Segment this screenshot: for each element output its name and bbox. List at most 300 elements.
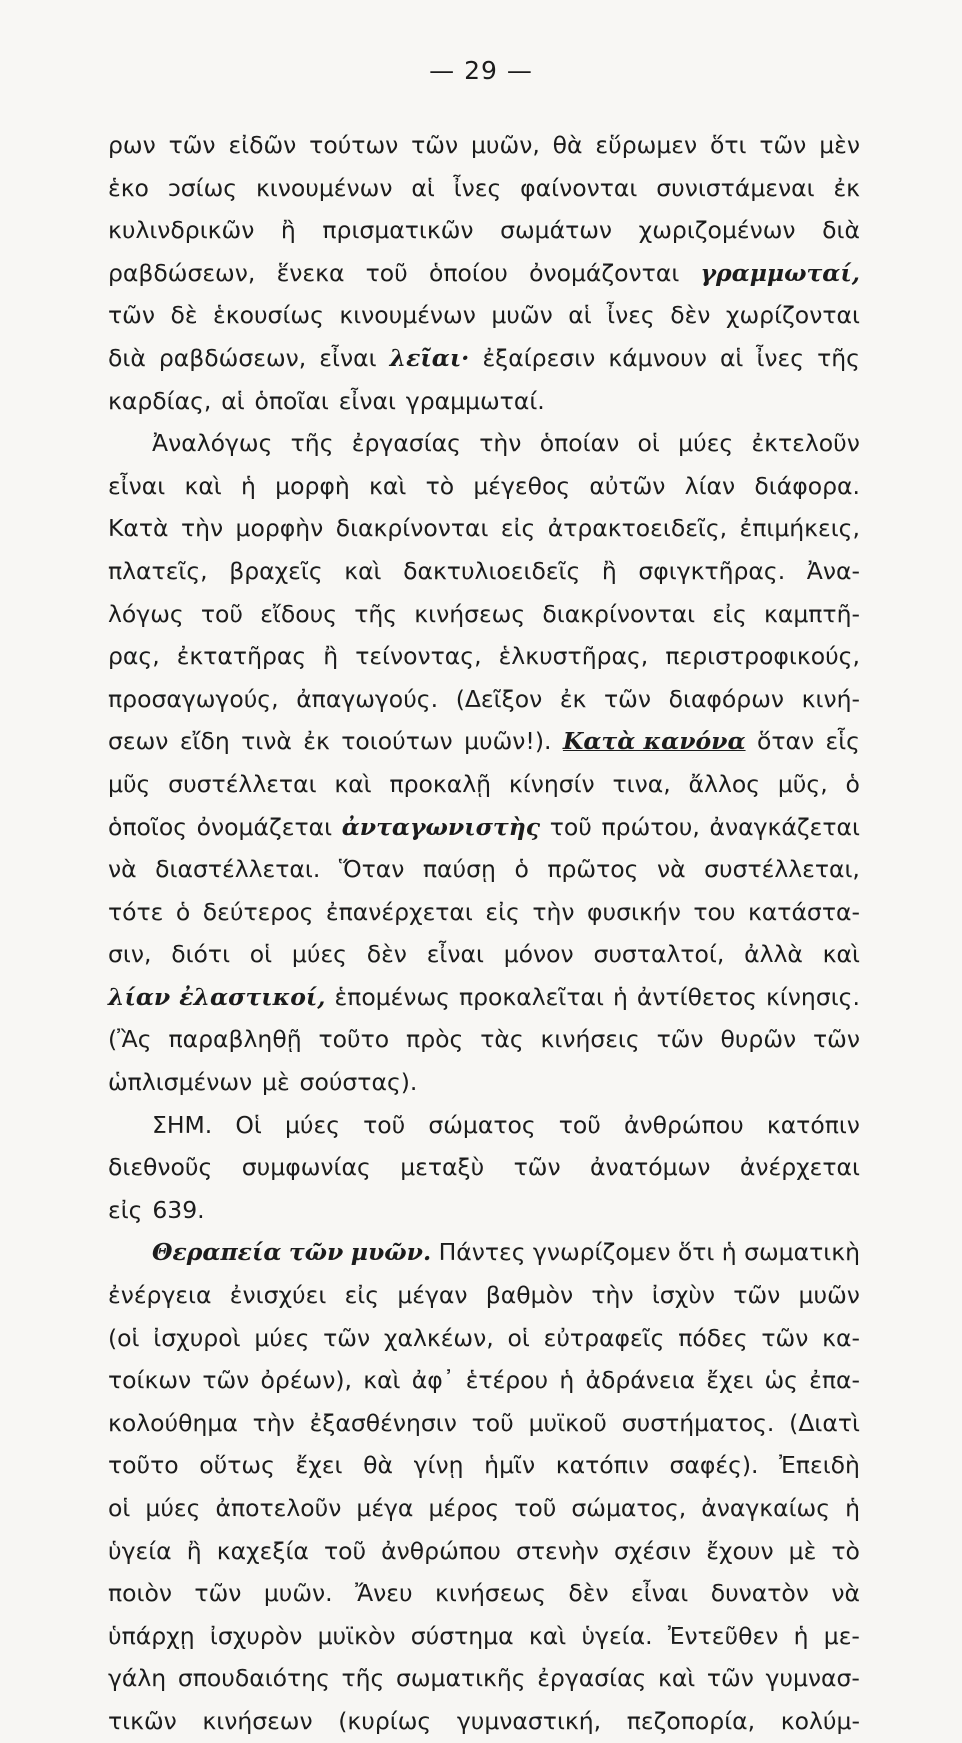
word: σαφές). <box>669 1451 759 1480</box>
word: χωρίζονται <box>725 301 860 330</box>
word: προκαλεῖται <box>458 982 604 1011</box>
word: περιστροφικούς, <box>665 642 860 671</box>
word: ἀνθρώπου <box>381 1536 501 1565</box>
word: ἀναγκαίως <box>701 1494 831 1522</box>
word: συστήματος. <box>621 1408 775 1437</box>
word: κολούθημα <box>108 1408 238 1437</box>
text-line <box>108 891 860 934</box>
word: μὲ <box>788 1536 817 1565</box>
word: δεύτερος <box>202 897 314 926</box>
word: μυῶν <box>491 301 553 330</box>
text-line <box>108 1231 860 1274</box>
word: δὲν <box>568 1579 609 1608</box>
word: κινήσεις <box>540 1025 640 1054</box>
word: τὴν <box>591 1281 634 1310</box>
word: εἰς <box>344 1281 380 1310</box>
word: καρδίας, <box>108 386 212 415</box>
word: Ἄνευ <box>355 1579 413 1608</box>
word: ὑγεία. <box>581 1621 653 1650</box>
word: ὅταν <box>756 727 815 756</box>
text-line <box>108 167 860 210</box>
word: τοῦ <box>514 1494 557 1522</box>
word: τὴν <box>479 429 522 458</box>
word: τῶν <box>202 1366 250 1395</box>
word: χωριζομένων <box>638 216 796 245</box>
word: καὶ <box>528 1621 567 1650</box>
word: μορφὴν <box>235 514 324 543</box>
word: τοῦ <box>365 258 408 287</box>
word: ἡ <box>793 1621 809 1650</box>
word: Ἀναλόγως <box>152 429 273 458</box>
italic-word: Κατὰ κανόνα <box>562 727 746 756</box>
text-line <box>108 678 860 721</box>
text-line <box>108 380 860 423</box>
text-line <box>108 209 860 252</box>
word: τῆς <box>290 429 334 458</box>
word: τότε <box>108 897 164 926</box>
word: ἡ <box>241 471 256 500</box>
word: τῶν <box>706 1664 754 1693</box>
word: κινουμένων <box>339 301 476 330</box>
text-line <box>108 1317 860 1360</box>
word: γραμμωταί. <box>405 386 545 415</box>
word: γίνῃ <box>413 1451 464 1480</box>
word: σωματικῆς <box>395 1664 526 1693</box>
word: (Ἂς <box>108 1025 152 1054</box>
word: κίνησίν <box>508 769 595 798</box>
word: ρας, <box>108 642 160 671</box>
italic-word: ἐλαστικοί, <box>179 982 326 1011</box>
word: συστέλλεται <box>168 769 317 798</box>
word: τὸ <box>425 471 455 500</box>
word: ὑγεία <box>108 1536 172 1565</box>
word: μεταξὺ <box>400 1153 485 1182</box>
word: κυλινδρικῶν <box>108 216 255 245</box>
word: θυρῶν <box>720 1025 797 1054</box>
text-line <box>108 1487 860 1530</box>
word: τῶν <box>759 131 807 159</box>
word: ἀντίθετος <box>636 982 757 1011</box>
word: μυῶν. <box>263 1579 333 1608</box>
word: ὡς <box>764 1366 798 1395</box>
word: τοῦ <box>200 599 243 628</box>
word: τῶν <box>411 131 459 159</box>
word: εἰδῶν <box>228 131 297 159</box>
word: κάμνουν <box>608 343 707 372</box>
word: ἰσχὺν <box>651 1281 716 1310</box>
word: προσαγωγούς, <box>108 684 279 713</box>
word: τῆς <box>817 343 860 372</box>
text-line <box>108 550 860 593</box>
word: γυμνασ- <box>765 1664 860 1693</box>
italic-word: Θεραπεία <box>152 1238 282 1267</box>
word: γνωρίζομεν <box>532 1238 671 1267</box>
word: εἰς <box>108 1195 143 1224</box>
word: ἀναγκάζεται <box>709 812 860 841</box>
word: ἀνατόμων <box>590 1153 711 1182</box>
word: ἑτέρου <box>465 1366 549 1395</box>
word: ἢ <box>323 642 339 671</box>
word: ἐκ <box>303 727 330 756</box>
word: πρισματικῶν <box>322 216 474 245</box>
word: καὶ <box>657 1664 696 1693</box>
word: τικῶν <box>108 1706 177 1735</box>
word: αἱ <box>411 173 435 202</box>
word: μέγεθος <box>473 471 571 500</box>
word: (κυρίως <box>338 1706 432 1735</box>
word: εἷς <box>825 727 860 756</box>
word: ἢ <box>280 216 296 245</box>
italic-word: λίαν <box>108 982 171 1011</box>
word: δὲ <box>170 301 198 330</box>
word: κίνησις. <box>766 982 860 1011</box>
word: Ἐπειδὴ <box>779 1451 860 1480</box>
word: τοῦ <box>471 1408 514 1437</box>
word: οὕτως <box>199 1451 275 1480</box>
text-line <box>108 593 860 636</box>
word: φαίνονται <box>520 173 638 202</box>
word: τινα, <box>612 769 671 798</box>
text-line <box>108 635 860 678</box>
word: διακρίνονται <box>335 514 489 543</box>
word: αἱ <box>719 343 744 372</box>
word: τῆς <box>341 1664 385 1693</box>
word: νὰ <box>656 855 686 884</box>
word: λόγως <box>108 599 184 628</box>
word: μυῶν!). <box>464 727 552 756</box>
text-line <box>108 1657 860 1700</box>
word: τὴν <box>180 514 224 543</box>
word: ὁποῖος <box>108 812 188 841</box>
text-line <box>108 1189 860 1232</box>
word: ἀποτελοῦν <box>215 1494 342 1522</box>
word: Ἐντεῦθεν <box>667 1621 779 1650</box>
word: θὰ <box>552 131 583 159</box>
text-line <box>108 294 860 337</box>
word: μῦς, <box>777 769 828 798</box>
word: Οἱ <box>235 1110 262 1139</box>
word: τὴν <box>532 897 575 926</box>
word: με- <box>823 1621 860 1650</box>
word: εἶναι <box>426 940 484 969</box>
word: σωμάτων <box>500 216 613 245</box>
word: τοῦ <box>323 1536 367 1565</box>
word: δὲν <box>366 940 407 969</box>
word: ἰσχυρὸν <box>209 1621 303 1650</box>
text-line <box>108 252 860 295</box>
word: μυῶν, <box>470 131 540 159</box>
word: ἀδράνεια <box>585 1366 696 1395</box>
word: ὁποίαν <box>539 429 620 458</box>
word: μέρος <box>428 1494 500 1522</box>
word: μύες <box>145 1494 201 1522</box>
italic-word: λεῖαι· <box>389 343 470 372</box>
word: ἐνέργεια <box>108 1281 212 1310</box>
text-line <box>108 337 860 380</box>
word: Ἀνα- <box>806 556 860 585</box>
word: τοιούτων <box>341 727 453 756</box>
word: εἶναι <box>338 386 396 415</box>
word: ἕνεκα <box>276 258 345 287</box>
word: τοῦ <box>549 812 592 841</box>
word: συμφωνίας <box>241 1153 371 1182</box>
word: μορφὴ <box>275 471 350 500</box>
word: μυϊκοῦ <box>528 1408 607 1437</box>
word: οἱ <box>637 429 660 458</box>
word: τῶν <box>513 1153 561 1182</box>
word: σωματικὴ <box>744 1238 860 1267</box>
word: δὲν <box>670 301 711 330</box>
word: καὶ <box>369 471 407 500</box>
word: σούστας). <box>299 1068 418 1097</box>
word: κινή- <box>801 684 860 713</box>
word: θὰ <box>363 1451 393 1480</box>
word: ἡ <box>721 1238 737 1267</box>
word: διὰ <box>822 216 860 245</box>
word: σιν, <box>108 940 152 969</box>
word: Κατὰ <box>108 514 169 543</box>
word: ποιὸν <box>108 1579 172 1608</box>
word: εἰς <box>485 897 520 926</box>
word: κολύμ- <box>780 1706 860 1735</box>
text-line <box>108 848 860 891</box>
word: τῶν <box>604 684 651 713</box>
word: εἴδη <box>179 727 230 756</box>
word: πρὸς <box>406 1025 464 1054</box>
text-line <box>108 1359 860 1402</box>
word: ὁποῖαι <box>254 386 329 415</box>
italic-word: τῶν <box>288 1238 344 1267</box>
word: κινήσεων <box>202 1706 313 1735</box>
word: οἱ <box>108 1494 131 1522</box>
word: τῶν <box>168 131 216 159</box>
word: λίαν <box>684 471 736 500</box>
word: βαθμὸν <box>485 1281 574 1310</box>
word: νὰ <box>831 1579 860 1608</box>
word: συνιστάμεναι <box>656 173 815 202</box>
word: Ὅταν <box>338 855 405 884</box>
word: μύες <box>291 940 347 969</box>
word: ἐπιμήκεις, <box>739 514 860 543</box>
word: μέγαν <box>397 1281 468 1310</box>
word: σπουδαιότης <box>177 1664 330 1693</box>
word: τῶν <box>194 1579 242 1608</box>
word: στενὴν <box>515 1536 599 1565</box>
word: διὰ <box>108 343 146 372</box>
word: ἐκτελοῦν <box>751 429 860 458</box>
text-line <box>108 1572 860 1615</box>
word: ὅτι <box>677 1238 715 1267</box>
word: κινουμένων <box>255 173 393 202</box>
word: καὶ <box>334 769 372 798</box>
word: διακρίνονται <box>542 599 696 628</box>
word: Πάντες <box>438 1238 526 1267</box>
word: του <box>693 897 736 926</box>
word: εὐτραφεῖς <box>543 1323 665 1352</box>
word: πρώτου, <box>601 812 700 841</box>
page-number: — 29 — <box>429 56 533 85</box>
word: δυνατὸν <box>710 1579 809 1608</box>
word: ΣΗΜ. <box>152 1110 213 1139</box>
word: ἔχει <box>706 1366 754 1395</box>
word: τείνοντας, <box>355 642 482 671</box>
word: ἐξαίρεσιν <box>482 343 596 372</box>
word: τῶν <box>761 1323 809 1352</box>
word: σώματος, <box>571 1494 687 1522</box>
word: πλατεῖς, <box>108 556 208 585</box>
word: ἔχουν <box>706 1536 774 1565</box>
word: κα- <box>822 1323 860 1352</box>
text-line <box>108 507 860 550</box>
word: ὡπλισμένων <box>108 1068 253 1097</box>
word: εὕρωμεν <box>595 131 698 159</box>
word: σχέσιν <box>613 1536 692 1565</box>
word: συσταλτοί, <box>593 940 725 969</box>
word: ἀπαγωγούς. <box>296 684 439 713</box>
word: εἶναι <box>631 1579 689 1608</box>
word: ἀνέρχεται <box>739 1153 860 1182</box>
word: τῶν <box>656 1025 704 1054</box>
word: ἀτρακτοειδεῖς, <box>547 514 728 543</box>
word: συστέλλεται, <box>704 855 860 884</box>
word: ἢ <box>601 556 617 585</box>
word: ὀνομάζεται <box>196 812 333 841</box>
word: τὰς <box>480 1025 524 1054</box>
word: ἐνισχύει <box>229 1281 327 1310</box>
word: καὶ <box>184 471 222 500</box>
word: παραβληθῇ <box>168 1025 302 1054</box>
text-line <box>108 1530 860 1573</box>
text-line <box>108 1104 860 1147</box>
word: δακτυλιοειδεῖς <box>403 556 581 585</box>
text-line <box>108 1615 860 1658</box>
word: καμπτῆ- <box>763 599 860 628</box>
word: ἐργασίας <box>537 1664 647 1693</box>
text-line <box>108 1146 860 1189</box>
text-line <box>108 1018 860 1061</box>
word: προκαλῇ <box>389 769 492 798</box>
text-line <box>108 1274 860 1317</box>
text-line <box>108 806 860 849</box>
word: τοῦ <box>363 1110 406 1139</box>
word: νὰ <box>108 855 137 884</box>
word: χαλκέων, <box>383 1323 494 1352</box>
word: ὀρέων), <box>260 1366 352 1395</box>
word: τῶν <box>108 301 155 330</box>
word: διότι <box>171 940 231 969</box>
word: ὅτι <box>709 131 747 159</box>
word: (Διατὶ <box>789 1408 860 1437</box>
text-line <box>108 465 860 508</box>
word: ἶνες <box>607 301 655 330</box>
word: εἰς <box>712 599 747 628</box>
word: οἱ <box>507 1323 530 1352</box>
word: ὁ <box>514 855 529 884</box>
word: τοῦτο <box>318 1025 390 1054</box>
word: ἡμῖν <box>484 1451 536 1480</box>
word: τοῦ <box>558 1110 601 1139</box>
word: μύες <box>254 1323 310 1352</box>
word: κινήσεως <box>414 599 526 628</box>
word: ἐργασίας <box>351 429 461 458</box>
word: διαφόρων <box>668 684 785 713</box>
word: κατόπιν <box>766 1110 860 1139</box>
word: κινήσεως <box>435 1579 546 1608</box>
word: τῶν <box>733 1281 781 1310</box>
word: μυῶν <box>798 1281 860 1310</box>
text-line <box>108 1700 860 1743</box>
word: ἡ <box>612 982 628 1011</box>
word: γυμναστική, <box>456 1706 602 1735</box>
word: ἢ <box>186 1536 202 1565</box>
text-line <box>108 720 860 763</box>
text-line <box>108 1444 860 1487</box>
word: μῦς <box>108 769 151 798</box>
word: κατάστα- <box>747 897 860 926</box>
word: οἱ <box>249 940 273 969</box>
italic-word: μυῶν. <box>350 1238 432 1267</box>
word: ὁ <box>175 897 191 926</box>
word: ἑλκυστῆρας, <box>498 642 649 671</box>
word: καὶ <box>344 556 382 585</box>
word: σεων <box>108 727 169 756</box>
word: σφιγκτῆρας. <box>638 556 786 585</box>
word: φυσικήν <box>587 897 681 926</box>
word: γάλη <box>108 1664 167 1693</box>
word: τούτων <box>309 131 399 159</box>
word: σώματος <box>428 1110 536 1139</box>
word: ἡ <box>845 1494 860 1522</box>
word: ɔσίως <box>167 173 238 202</box>
word: τῶν <box>813 1025 860 1054</box>
word: σύστημα <box>410 1621 514 1650</box>
word: ἐπα- <box>809 1366 860 1395</box>
word: ἀφ᾽ <box>411 1366 455 1395</box>
word: μόνον <box>503 940 574 969</box>
word: ἀλλὰ <box>744 940 803 969</box>
word: ἶνες <box>453 173 502 202</box>
word: τὴν <box>252 1408 295 1437</box>
word: ραβδώσεων, <box>158 343 307 372</box>
word: ἰσχυροὶ <box>153 1323 241 1352</box>
word: καὶ <box>822 940 860 969</box>
word: εἴδους <box>260 599 338 628</box>
word: καὶ <box>363 1366 401 1395</box>
word: πεζοπορία, <box>626 1706 756 1735</box>
text-line <box>108 124 860 167</box>
word: μέγα <box>356 1494 414 1522</box>
word: (Δεῖξον <box>455 684 543 713</box>
word: τοίκων <box>108 1366 192 1395</box>
word: πόδες <box>678 1323 748 1352</box>
word: αἱ <box>568 301 592 330</box>
italic-word: ἀνταγωνιστὴς <box>341 812 541 841</box>
word: ἶνες <box>756 343 805 372</box>
word: τοῦτο <box>108 1451 179 1480</box>
word: τινὰ <box>241 727 292 756</box>
word: μύες <box>284 1110 340 1139</box>
text-line <box>108 933 860 976</box>
word: μὲν <box>819 131 860 159</box>
word: ἐκ <box>833 173 860 202</box>
word: τῆς <box>354 599 398 628</box>
word: ἡ <box>559 1366 575 1395</box>
word: ὁ <box>845 769 860 798</box>
word: τὸ <box>831 1536 860 1565</box>
word: κατόπιν <box>555 1451 649 1480</box>
word: ραβδώσεων, <box>108 258 256 287</box>
word: ἑκο <box>108 173 149 202</box>
